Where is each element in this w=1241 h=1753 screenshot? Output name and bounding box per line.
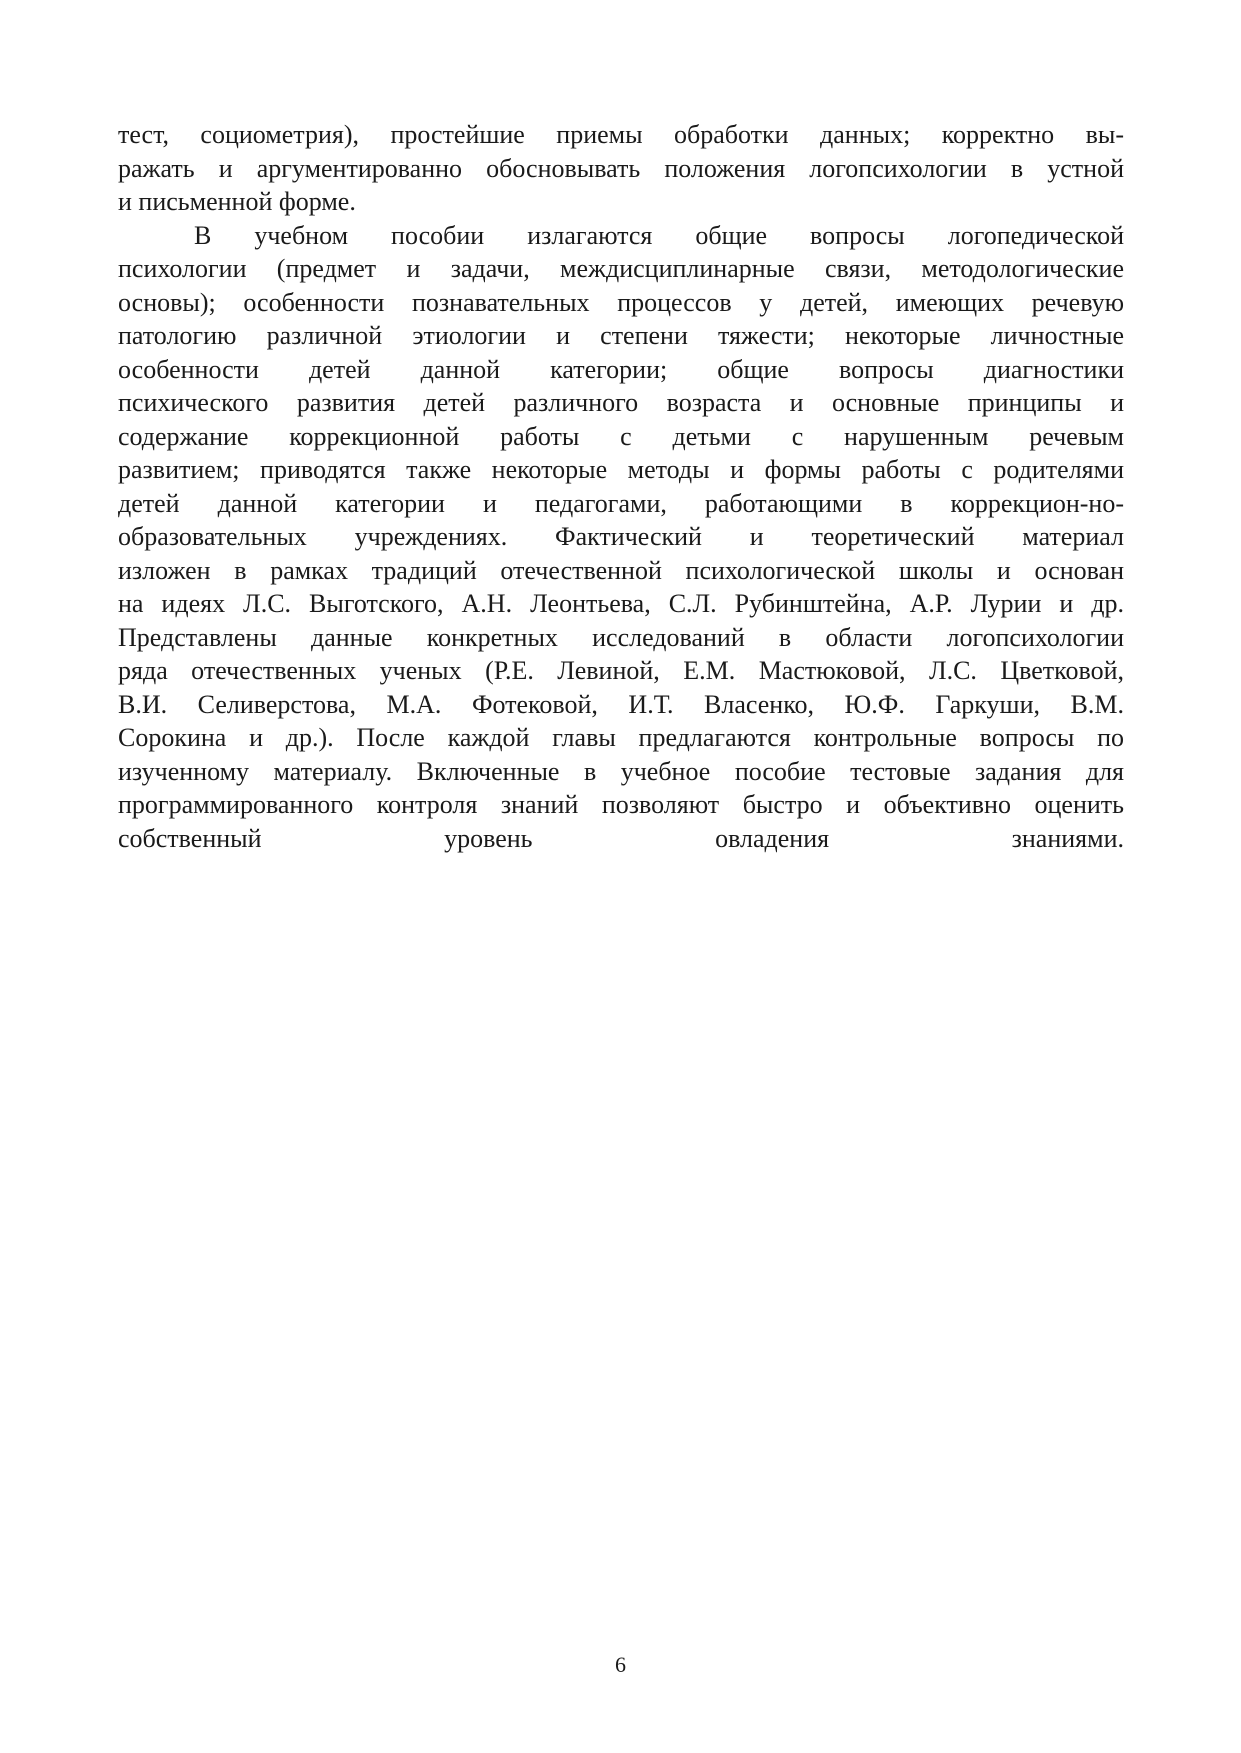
text-line: ряда отечественных ученых (Р.Е. Левиной, Е.М. Мастюковой, Л.С. Цветковой, <box>118 656 1124 685</box>
text-line: изложен в рамках традиций отечественной психологической школы и основан <box>118 555 1124 585</box>
text-line: В учебном пособии излагаются общие вопросы логопедической <box>194 220 1124 250</box>
text-line: В.И. Селиверстова, М.А. Фотековой, И.Т. Власенко, Ю.Ф. Гаркуши, В.М. <box>118 689 1124 719</box>
text-line: Сорокина и др.). После каждой главы предлагаются контрольные вопросы по <box>118 723 1124 752</box>
paragraph-1 <box>118 118 1124 219</box>
text-line: программированного контроля знаний позволяют быстро и объективно оценить <box>118 790 1124 819</box>
page-number: 6 <box>615 1652 626 1677</box>
text-line: психического развития детей различного возраста и основные принципы и <box>118 388 1124 417</box>
text-line: развитием; приводятся также некоторые методы и формы работы с родителями <box>118 455 1124 484</box>
text-line: и письменной форме. <box>118 187 356 216</box>
text-line: детей данной категории и педагогами, работающими в коррекцион-но- <box>118 488 1124 518</box>
paragraph-2 <box>118 219 1124 856</box>
text-line: образовательных учреждениях. Фактический и теоретический материал <box>118 522 1124 551</box>
text-line: тест, социометрия), простейшие приемы обработки данных; корректно вы- <box>118 120 1124 149</box>
text-line: особенности детей данной категории; общие вопросы диагностики <box>118 354 1124 384</box>
text-line: собственный уровень овладения знаниями. <box>118 823 1124 853</box>
text-line: на идеях Л.С. Выготского, А.Н. Леонтьева, С.Л. Рубинштейна, А.Р. Лурии и др. <box>118 589 1124 618</box>
body-text <box>118 118 1124 855</box>
text-line: ражать и аргументированно обосновывать положения логопсихологии в устной <box>118 153 1124 183</box>
text-line: Представлены данные конкретных исследований в области логопсихологии <box>118 622 1124 652</box>
text-line: содержание коррекционной работы с детьми с нарушенным речевым <box>118 421 1124 451</box>
text-line: психологии (предмет и задачи, междисциплинарные связи, методологические <box>118 254 1124 283</box>
text-line: основы); особенности познавательных процессов у детей, имеющих речевую <box>118 287 1124 317</box>
text-line: изученному материалу. Включенные в учебное пособие тестовые задания для <box>118 756 1124 786</box>
text-line: патологию различной этиологии и степени тяжести; некоторые личностные <box>118 321 1124 350</box>
